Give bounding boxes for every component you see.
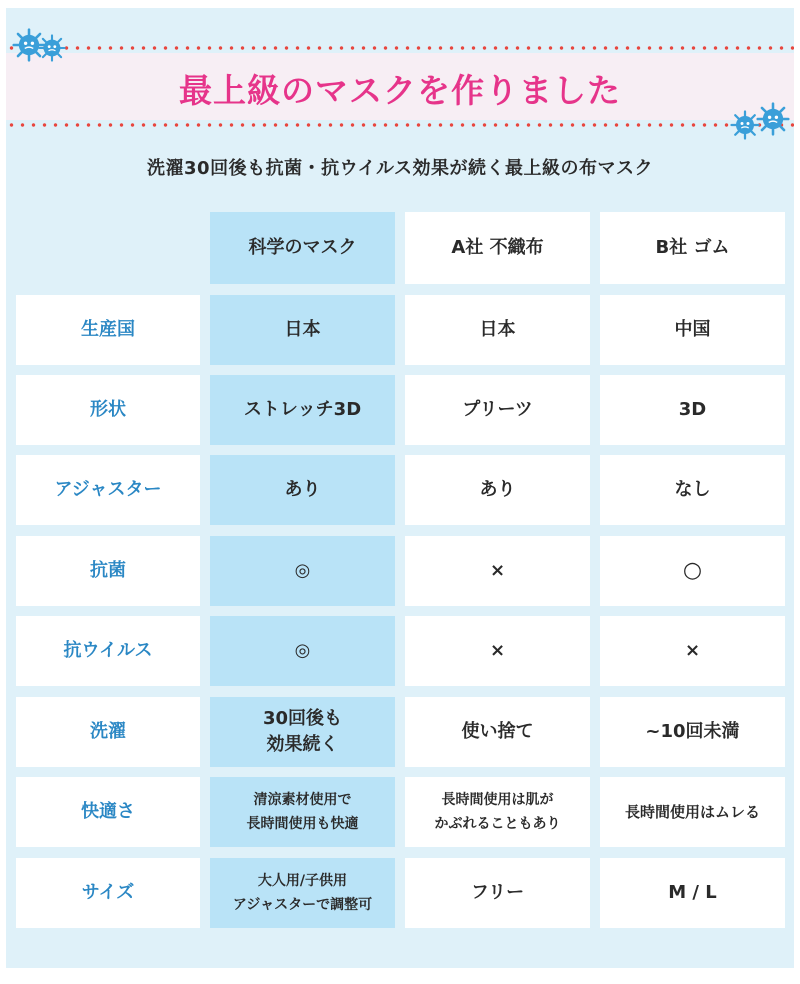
dotted-line-top: [6, 46, 794, 50]
column-header-kagaku: 科学のマスク: [210, 212, 395, 284]
table-cell: 長時間使用はムレる: [600, 777, 785, 847]
row-label: 抗ウイルス: [16, 616, 200, 686]
table-cell: ○: [600, 536, 785, 606]
table-cell: ×: [600, 616, 785, 686]
dotted-line-bottom: [6, 123, 794, 127]
row-label: アジャスター: [16, 455, 200, 525]
table-cell: 長時間使用は肌が かぶれることもあり: [405, 777, 590, 847]
table-cell: 30回後も 効果続く: [210, 697, 395, 767]
table-cell: ×: [405, 616, 590, 686]
page-title: 最上級のマスクを作りました: [179, 71, 621, 110]
row-label: 形状: [16, 375, 200, 445]
table-cell: フリー: [405, 858, 590, 928]
table-cell: 3D: [600, 375, 785, 445]
table-cell: 大人用/子供用 アジャスターで調整可: [210, 858, 395, 928]
table-cell: ストレッチ3D: [210, 375, 395, 445]
table-cell: M / L: [600, 858, 785, 928]
row-label: 快適さ: [16, 777, 200, 847]
table-cell: ◎: [210, 616, 395, 686]
subtitle: 洗濯30回後も抗菌・抗ウイルス効果が続く最上級の布マスク: [147, 158, 653, 179]
table-cell: あり: [210, 455, 395, 525]
table-cell: 清涼素材使用で 長時間使用も快適: [210, 777, 395, 847]
title-banner: [6, 46, 794, 128]
table-cell: プリーツ: [405, 375, 590, 445]
table-cell: 日本: [405, 295, 590, 365]
table-cell: ×: [405, 536, 590, 606]
row-label: サイズ: [16, 858, 200, 928]
comparison-panel: [6, 8, 794, 968]
column-header-a: A社 不織布: [405, 212, 590, 284]
table-cell: なし: [600, 455, 785, 525]
row-label: 抗菌: [16, 536, 200, 606]
table-cell: 中国: [600, 295, 785, 365]
table-cell: ~10回未満: [600, 697, 785, 767]
virus-icon: [756, 102, 790, 136]
table-cell: ◎: [210, 536, 395, 606]
column-header-b: B社 ゴム: [600, 212, 785, 284]
table-cell: 日本: [210, 295, 395, 365]
table-cell: あり: [405, 455, 590, 525]
row-label: 洗濯: [16, 697, 200, 767]
row-label: 生産国: [16, 295, 200, 365]
table-cell: 使い捨て: [405, 697, 590, 767]
virus-icon: [38, 34, 66, 62]
